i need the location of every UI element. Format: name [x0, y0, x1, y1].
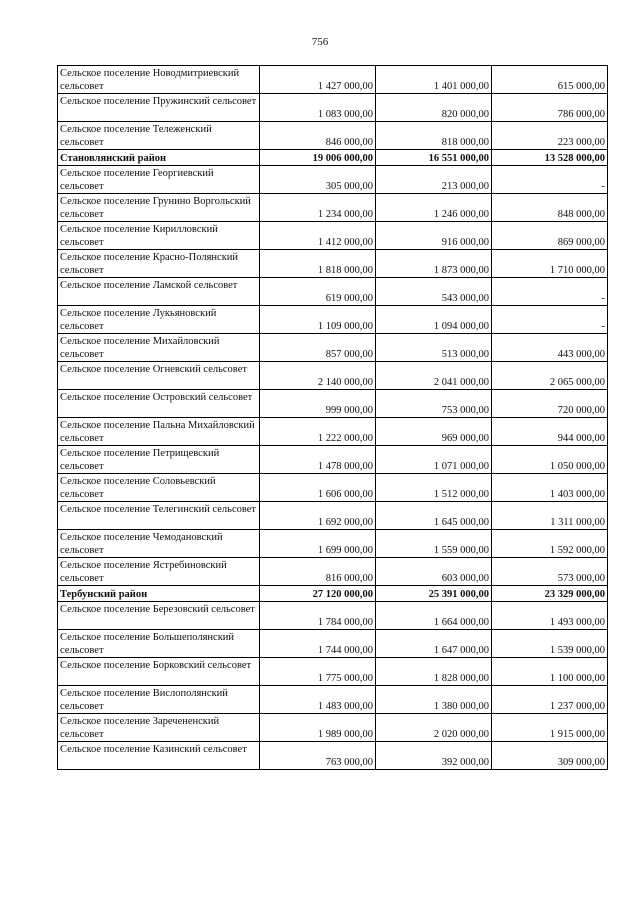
- settlement-name-cell: Сельское поселение Красно-Полянский сельсовет: [58, 250, 260, 278]
- settlement-name-cell: Сельское поселение Заречененский сельсовет: [58, 714, 260, 742]
- amount-cell-1: 816 000,00: [260, 558, 376, 586]
- amount-cell-1: 1 775 000,00: [260, 658, 376, 686]
- amount-cell-3: -: [492, 306, 608, 334]
- settlement-name-cell: Сельское поселение Тележенский сельсовет: [58, 122, 260, 150]
- amount-cell-3: 615 000,00: [492, 66, 608, 94]
- amount-cell-1: 1 784 000,00: [260, 602, 376, 630]
- settlement-row: [58, 714, 608, 742]
- settlement-name-cell: Сельское поселение Чемодановский сельсовет: [58, 530, 260, 558]
- amount-cell-2: 1 647 000,00: [376, 630, 492, 658]
- amount-cell-3: 944 000,00: [492, 418, 608, 446]
- amount-cell-2: 543 000,00: [376, 278, 492, 306]
- settlement-name-cell: Сельское поселение Ламской сельсовет: [58, 278, 260, 306]
- settlement-row: [58, 686, 608, 714]
- settlement-row: [58, 418, 608, 446]
- amount-cell-3: 786 000,00: [492, 94, 608, 122]
- district-total-row: [58, 586, 608, 602]
- amount-cell-3: 848 000,00: [492, 194, 608, 222]
- amount-cell-1: 763 000,00: [260, 742, 376, 770]
- budget-table: [57, 65, 608, 770]
- settlement-row: [58, 222, 608, 250]
- amount-cell-2: 1 401 000,00: [376, 66, 492, 94]
- settlement-name-cell: Сельское поселение Георгиевский сельсовет: [58, 166, 260, 194]
- amount-cell-2: 213 000,00: [376, 166, 492, 194]
- settlement-name-cell: Становлянский район: [58, 150, 260, 166]
- settlement-row: [58, 66, 608, 94]
- settlement-row: [58, 306, 608, 334]
- amount-cell-2: 2 020 000,00: [376, 714, 492, 742]
- settlement-row: [58, 474, 608, 502]
- amount-cell-2: 1 645 000,00: [376, 502, 492, 530]
- settlement-name-cell: Сельское поселение Кирилловский сельсовет: [58, 222, 260, 250]
- amount-cell-2: 603 000,00: [376, 558, 492, 586]
- amount-cell-2: 1 246 000,00: [376, 194, 492, 222]
- settlement-row: [58, 658, 608, 686]
- amount-cell-2: 1 828 000,00: [376, 658, 492, 686]
- amount-cell-2: 1 664 000,00: [376, 602, 492, 630]
- amount-cell-2: 1 094 000,00: [376, 306, 492, 334]
- amount-cell-3: 1 493 000,00: [492, 602, 608, 630]
- settlement-row: [58, 446, 608, 474]
- amount-cell-1: 1 109 000,00: [260, 306, 376, 334]
- amount-cell-3: 573 000,00: [492, 558, 608, 586]
- settlement-row: [58, 278, 608, 306]
- amount-cell-3: 1 050 000,00: [492, 446, 608, 474]
- amount-cell-2: 16 551 000,00: [376, 150, 492, 166]
- amount-cell-2: 969 000,00: [376, 418, 492, 446]
- amount-cell-2: 818 000,00: [376, 122, 492, 150]
- amount-cell-2: 1 512 000,00: [376, 474, 492, 502]
- amount-cell-3: 223 000,00: [492, 122, 608, 150]
- settlement-name-cell: Сельское поселение Новодмитриевский сельсовет: [58, 66, 260, 94]
- amount-cell-1: 1 989 000,00: [260, 714, 376, 742]
- amount-cell-1: 999 000,00: [260, 390, 376, 418]
- settlement-name-cell: Сельское поселение Большеполянский сельсовет: [58, 630, 260, 658]
- settlement-name-cell: Сельское поселение Вислополянский сельсовет: [58, 686, 260, 714]
- amount-cell-1: 27 120 000,00: [260, 586, 376, 602]
- settlement-name-cell: Сельское поселение Ястребиновский сельсовет: [58, 558, 260, 586]
- amount-cell-2: 1 559 000,00: [376, 530, 492, 558]
- settlement-row: [58, 602, 608, 630]
- page-number: 756: [311, 36, 329, 48]
- amount-cell-2: 513 000,00: [376, 334, 492, 362]
- settlement-row: [58, 630, 608, 658]
- settlement-row: [58, 194, 608, 222]
- amount-cell-3: 869 000,00: [492, 222, 608, 250]
- amount-cell-3: -: [492, 166, 608, 194]
- settlement-name-cell: Сельское поселение Островский сельсовет: [58, 390, 260, 418]
- amount-cell-3: 13 528 000,00: [492, 150, 608, 166]
- amount-cell-3: 443 000,00: [492, 334, 608, 362]
- amount-cell-3: 309 000,00: [492, 742, 608, 770]
- amount-cell-1: 1 692 000,00: [260, 502, 376, 530]
- amount-cell-3: 1 403 000,00: [492, 474, 608, 502]
- amount-cell-3: 23 329 000,00: [492, 586, 608, 602]
- amount-cell-3: 1 311 000,00: [492, 502, 608, 530]
- amount-cell-1: 1 234 000,00: [260, 194, 376, 222]
- amount-cell-1: 846 000,00: [260, 122, 376, 150]
- settlement-row: [58, 250, 608, 278]
- settlement-name-cell: Сельское поселение Телегинский сельсовет: [58, 502, 260, 530]
- settlement-row: [58, 390, 608, 418]
- amount-cell-3: -: [492, 278, 608, 306]
- settlement-name-cell: Сельское поселение Грунино Воргольский сельсовет: [58, 194, 260, 222]
- settlement-name-cell: Сельское поселение Березовский сельсовет: [58, 602, 260, 630]
- settlement-row: [58, 742, 608, 770]
- amount-cell-1: 1 427 000,00: [260, 66, 376, 94]
- amount-cell-2: 1 071 000,00: [376, 446, 492, 474]
- amount-cell-1: 1 083 000,00: [260, 94, 376, 122]
- amount-cell-2: 916 000,00: [376, 222, 492, 250]
- amount-cell-1: 1 699 000,00: [260, 530, 376, 558]
- settlement-row: [58, 94, 608, 122]
- settlement-name-cell: Сельское поселение Пальна Михайловский сельсовет: [58, 418, 260, 446]
- amount-cell-3: 1 915 000,00: [492, 714, 608, 742]
- district-total-row: [58, 150, 608, 166]
- settlement-row: [58, 166, 608, 194]
- settlement-name-cell: Тербунский район: [58, 586, 260, 602]
- settlement-name-cell: Сельское поселение Лукьяновский сельсовет: [58, 306, 260, 334]
- settlement-row: [58, 558, 608, 586]
- settlement-row: [58, 122, 608, 150]
- settlement-name-cell: Сельское поселение Михайловский сельсовет: [58, 334, 260, 362]
- amount-cell-1: 1 606 000,00: [260, 474, 376, 502]
- amount-cell-2: 2 041 000,00: [376, 362, 492, 390]
- settlement-row: [58, 530, 608, 558]
- settlement-row: [58, 362, 608, 390]
- amount-cell-1: 305 000,00: [260, 166, 376, 194]
- settlement-row: [58, 334, 608, 362]
- amount-cell-2: 25 391 000,00: [376, 586, 492, 602]
- amount-cell-2: 753 000,00: [376, 390, 492, 418]
- amount-cell-1: 1 412 000,00: [260, 222, 376, 250]
- settlement-name-cell: Сельское поселение Борковский сельсовет: [58, 658, 260, 686]
- amount-cell-3: 2 065 000,00: [492, 362, 608, 390]
- settlement-name-cell: Сельское поселение Огневский сельсовет: [58, 362, 260, 390]
- amount-cell-1: 2 140 000,00: [260, 362, 376, 390]
- amount-cell-1: 857 000,00: [260, 334, 376, 362]
- amount-cell-1: 1 222 000,00: [260, 418, 376, 446]
- amount-cell-1: 1 818 000,00: [260, 250, 376, 278]
- amount-cell-2: 392 000,00: [376, 742, 492, 770]
- settlement-row: [58, 502, 608, 530]
- amount-cell-3: 1 237 000,00: [492, 686, 608, 714]
- settlement-name-cell: Сельское поселение Соловьевский сельсовет: [58, 474, 260, 502]
- amount-cell-3: 720 000,00: [492, 390, 608, 418]
- amount-cell-1: 19 006 000,00: [260, 150, 376, 166]
- budget-table-body: [58, 66, 608, 770]
- amount-cell-2: 820 000,00: [376, 94, 492, 122]
- amount-cell-3: 1 592 000,00: [492, 530, 608, 558]
- settlement-name-cell: Сельское поселение Казинский сельсовет: [58, 742, 260, 770]
- amount-cell-3: 1 539 000,00: [492, 630, 608, 658]
- amount-cell-1: 619 000,00: [260, 278, 376, 306]
- amount-cell-1: 1 744 000,00: [260, 630, 376, 658]
- settlement-name-cell: Сельское поселение Пружинский сельсовет: [58, 94, 260, 122]
- amount-cell-2: 1 380 000,00: [376, 686, 492, 714]
- amount-cell-3: 1 710 000,00: [492, 250, 608, 278]
- amount-cell-1: 1 483 000,00: [260, 686, 376, 714]
- settlement-name-cell: Сельское поселение Петрищевский сельсовет: [58, 446, 260, 474]
- amount-cell-3: 1 100 000,00: [492, 658, 608, 686]
- amount-cell-2: 1 873 000,00: [376, 250, 492, 278]
- amount-cell-1: 1 478 000,00: [260, 446, 376, 474]
